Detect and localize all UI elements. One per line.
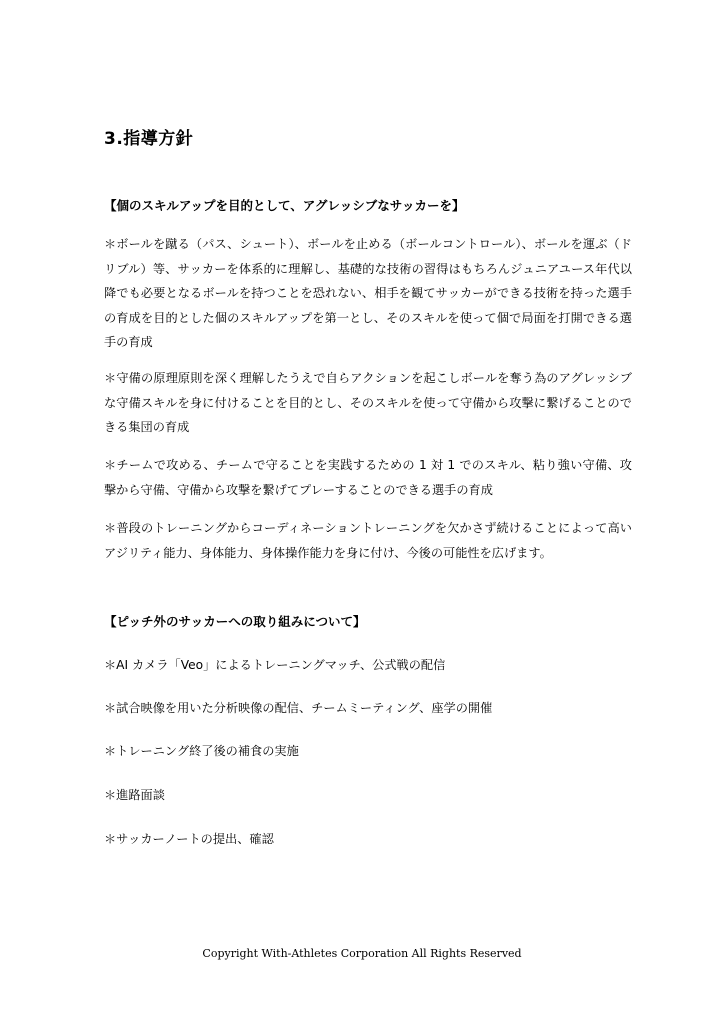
off-pitch-item-soccer-notebook: ＊サッカーノートの提出、確認	[104, 832, 274, 846]
off-pitch-item-supplementary-meal: ＊トレーニング終了後の補食の実施	[104, 744, 299, 758]
page-heading: 3.指導方針	[104, 129, 194, 149]
off-pitch-item-career-interview: ＊進路面談	[104, 788, 165, 802]
policy-paragraph-defense: ＊守備の原理原則を深く理解したうえで自らアクションを起こしボールを奪う為のアグレッシブな守備スキルを身に付けることを目的とし、そのスキルを使って守備から攻撃に繋げることのできる集団の育成	[104, 371, 632, 435]
section-title-skill-up: 【個のスキルアップを目的として、アグレッシブなサッカーを】	[104, 198, 465, 213]
off-pitch-item-analysis-video: ＊試合映像を用いた分析映像の配信、チームミーティング、座学の開催	[104, 701, 493, 715]
policy-paragraph-coordination: ＊普段のトレーニングからコーディネーショントレーニングを欠かさず続けることによって高いアジリティ能力、身体能力、身体操作能力を身に付け、今後の可能性を広げます。	[104, 521, 632, 560]
policy-paragraph-team-play: ＊チームで攻める、チームで守ることを実践するための 1 対 1 でのスキル、粘り強い守備、攻撃から守備、守備から攻撃を繋げてプレーすることのできる選手の育成	[104, 458, 632, 497]
section-title-off-pitch: 【ピッチ外のサッカーへの取り組みについて】	[104, 614, 366, 629]
copyright-footer: Copyright With-Athletes Corporation All Rights Reserved	[202, 947, 522, 960]
policy-paragraph-technique: ＊ボールを蹴る（パス、シュート）、ボールを止める（ボールコントロール）、ボールを運ぶ（ドリブル）等、サッカーを体系的に理解し、基礎的な技術の習得はもちろんジュニアユース年代以降でも必要となるボールを持つことを恐れない、相手を観てサッカーができる技術を持った選手の育成を目的とした個のスキルアップを第一とし、そのスキルを使って個で局面を打開できる選手の育成	[104, 237, 632, 350]
off-pitch-item-veo-camera: ＊AI カメラ「Veo」によるトレーニングマッチ、公式戦の配信	[104, 658, 446, 672]
